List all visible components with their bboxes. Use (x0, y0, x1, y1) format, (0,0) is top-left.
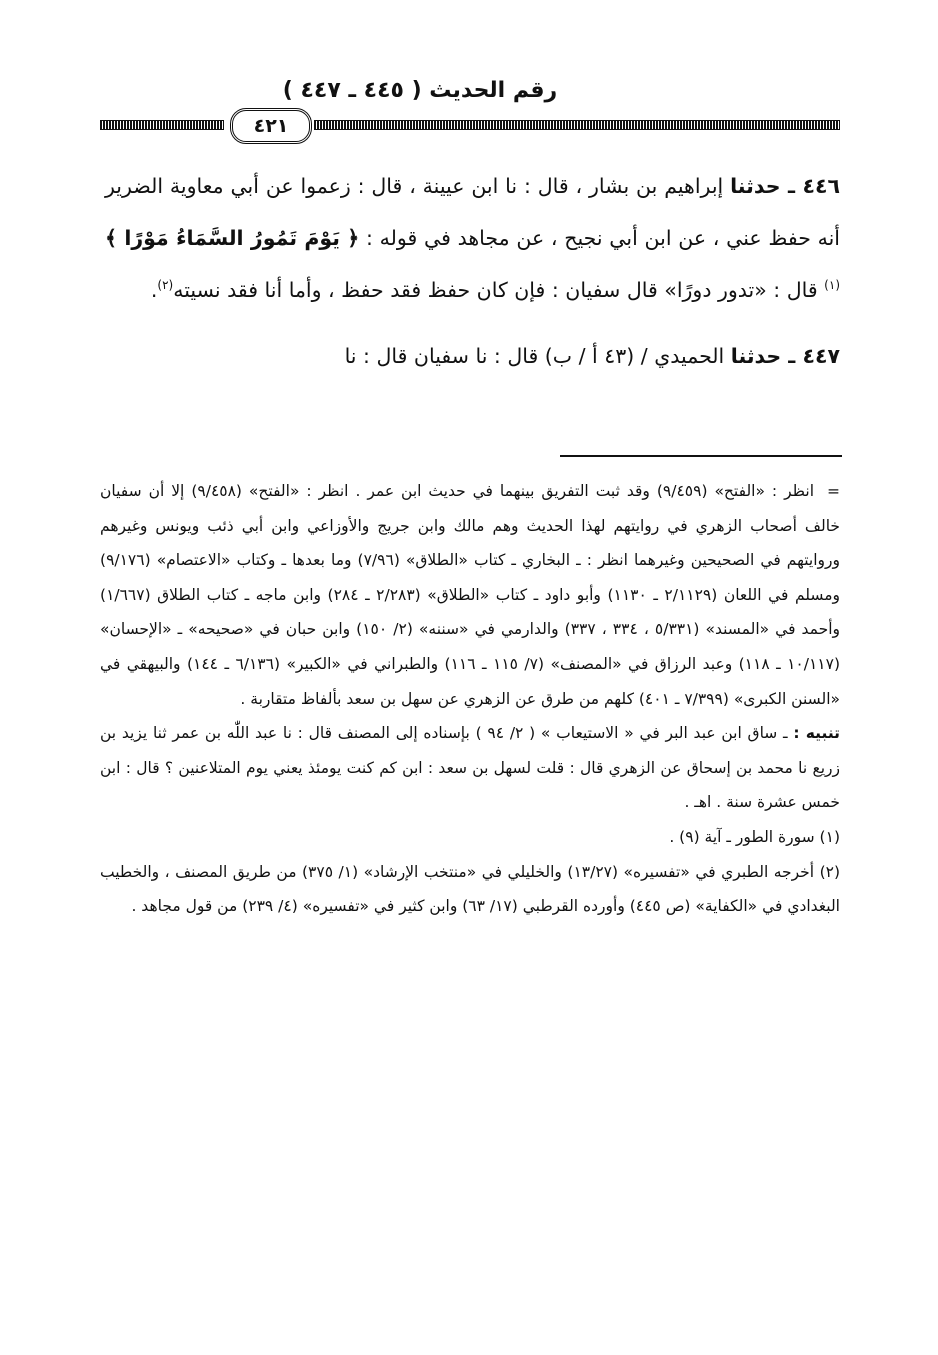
footnote-continuation (100, 474, 840, 716)
warning-text: ـ ساق ابن عبد البر في « الاستيعاب » ( ٢/ ٩٤ ) بإسناده إلى المصنف قال : نا عبد اللّٰه بن عمر ثنا يزيد بن زريع نا محمد بن إسحاق عن الزهري قال : قلت لسهل بن سعد : ابن كم كنت يومئذ يعني يوم المتلاعنين ؟ قال : ابن خمس عشرة سنة . اهـ . (100, 724, 840, 812)
hadith-446-text-b: قال : «تدور دورًا» قال سفيان : فإن كان حفظ فقد حفظ ، وأما أنا فقد نسيته (173, 278, 825, 302)
page-number: ٤٢١ (230, 108, 312, 144)
running-title: رقم الحديث ( ٤٤٥ ـ ٤٤٧ ) (282, 78, 558, 103)
quran-verse: ﴿ يَوْمَ تَمُورُ السَّمَاءُ مَوْرًا ﴾ (105, 226, 360, 250)
main-text (105, 160, 840, 382)
hadith-446-text-a: إبراهيم بن بشار ، قال : نا ابن عيينة ، قال : زعموا عن أبي معاوية الضرير أنه حفظ عني ، عن ابن أبي نجيح ، عن مجاهد في قوله : (105, 174, 840, 250)
header-rule-left (100, 120, 224, 130)
continuation-text: انظر : «الفتح» (٩/٤٥٩) وقد ثبت التفريق بينهما في حديث ابن عمر . انظر : «الفتح» (٩/٤٥٨) إلا أن سفيان خالف أصحاب الزهري في روايتهم لهذا الحديث وهم مالك وابن جريج والأوزاعي وابن أبي ذئب ويونس وغيرهم وروايتهم في الصحيحين وغيرهما انظر : ـ البخاري ـ كتاب «الطلاق» (٧/٩٦) وما بعدها ـ وكتاب «الاعتصام» (٩/١٧٦) ومسلم في اللعان (٢/١١٢٩ ـ ١١٣٠) وأبو داود ـ كتاب «الطلاق» (٢/٢٨٣ ـ ٢٨٤) وابن ماجه ـ كتاب الطلاق (١/٦٦٧) وأحمد في «المسند» (٥/٣٣١ ، ٣٣٤ ، ٣٣٧) والدارمي في «سننه» (٢/ ١٥٠) وابن حبان في «صحيحه» ـ «الإحسان» (١٠/١١٧ ـ ١١٨) وعبد الرزاق في «المصنف» (٧/ ١١٥ ـ ١١٦) والطبراني في «الكبير» (٦/١٣٦ ـ ١٤٤) والبيهقي في «السنن الكبرى» (٧/٣٩٩ ـ ٤٠١) كلهم من طرق عن الزهري عن سهل بن سعد بألفاظ متقاربة . (100, 482, 841, 708)
hadith-447 (105, 330, 840, 382)
hadith-446 (105, 160, 840, 316)
footnote-divider (560, 455, 842, 457)
footnote-2: (٢) أخرجه الطبري في «تفسيره» (١٣/٢٧) والخليلي في «منتخب الإرشاد» (١/ ٣٧٥) من طريق المصنف ، والخطيب البغدادي في «الكفاية» (ص ٤٤٥) وأورده القرطبي (١٧/ ٦٣) وابن كثير في «تفسيره» (٤/ ٢٣٩) من قول مجاهد . (100, 862, 841, 916)
footnote-warning (100, 716, 840, 820)
footnote-ref-1: (١) (824, 278, 840, 293)
hadith-446-end: . (150, 278, 158, 302)
page-header (100, 70, 840, 140)
footnote-ref-2: (٢) (157, 278, 174, 293)
footnotes (100, 474, 840, 924)
hadith-447-text: الحميدي / (٤٣ أ / ب) قال : نا سفيان قال : نا (344, 344, 731, 368)
header-rule-right (314, 120, 840, 130)
footnote-1: (١) سورة الطور ـ آية (٩) . (669, 827, 840, 846)
warning-label: تنبيه : (793, 724, 840, 743)
hadith-447-number: ٤٤٧ ـ حدثنا (730, 344, 840, 368)
hadith-446-number: ٤٤٦ ـ حدثنا (730, 174, 840, 198)
continuation-mark: = (827, 482, 840, 500)
